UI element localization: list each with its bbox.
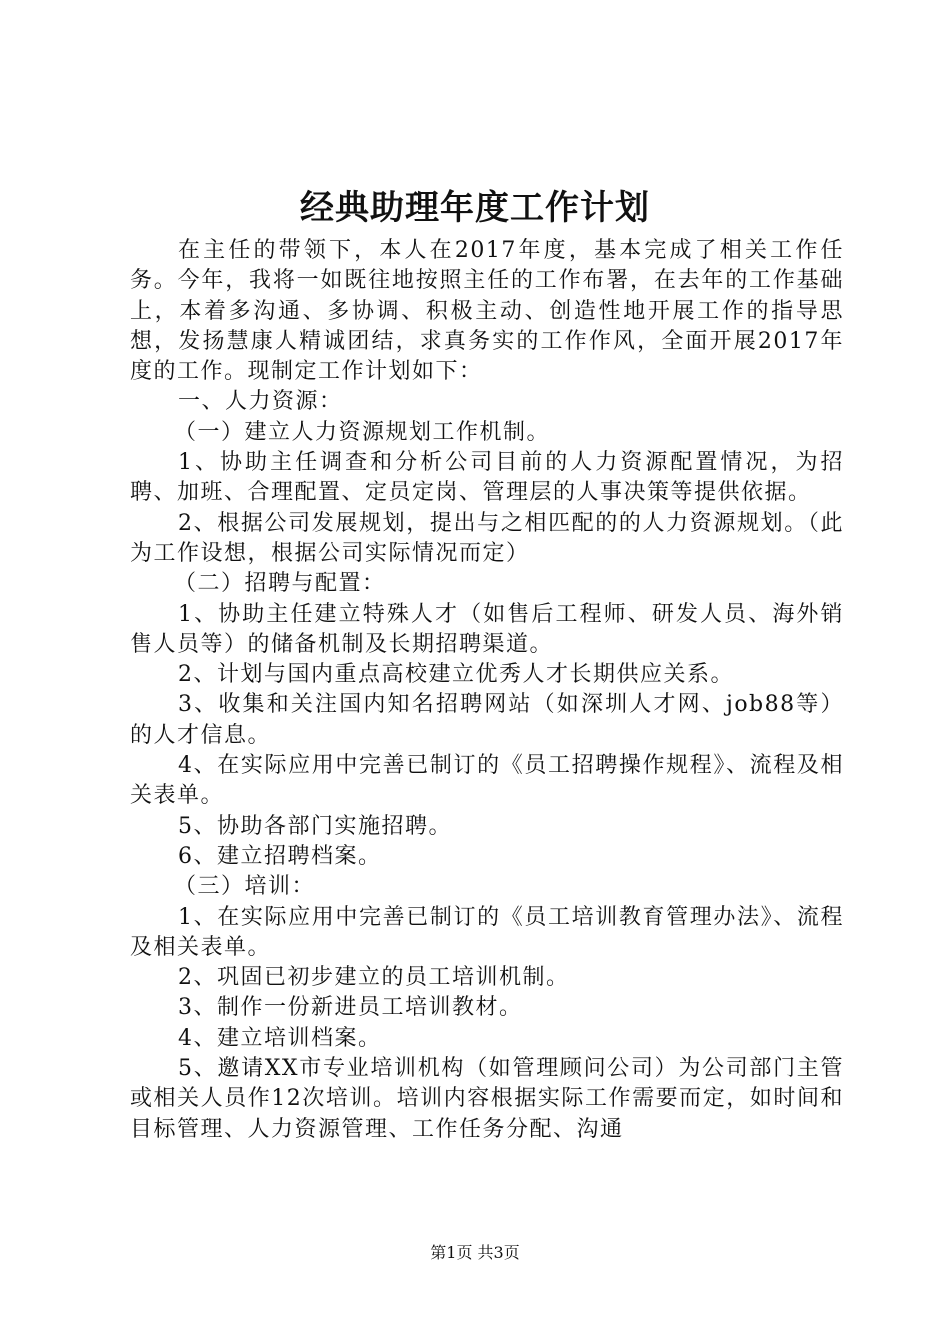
- list-item: 4、在实际应用中完善已制订的《员工招聘操作规程》、流程及相关表单。: [130, 753, 844, 809]
- list-item: 3、收集和关注国内知名招聘网站（如深圳人才网、job88等）的人才信息。: [130, 692, 844, 748]
- list-item: 1、协助主任调查和分析公司目前的人力资源配置情况，为招聘、加班、合理配置、定员定岗、管理层的人事决策等提供依据。: [130, 450, 844, 506]
- document-title: 经典助理年度工作计划: [300, 188, 650, 228]
- list-item: 1、协助主任建立特殊人才（如售后工程师、研发人员、海外销售人员等）的储备机制及长期招聘渠道。: [130, 601, 844, 657]
- subheading-hr-planning: （一）建立人力资源规划工作机制。: [174, 419, 551, 445]
- heading-human-resources: 一、人力资源：: [178, 389, 343, 415]
- subheading-recruitment: （二）招聘与配置：: [174, 571, 386, 597]
- list-item: 1、在实际应用中完善已制订的《员工培训教育管理办法》、流程及相关表单。: [130, 904, 844, 960]
- document-body: [130, 236, 844, 1145]
- list-item: 2、巩固已初步建立的员工培训机制。: [178, 965, 570, 991]
- subheading-training: （三）培训：: [174, 874, 316, 900]
- paragraph-intro: 在主任的带领下，本人在2017年度，基本完成了相关工作任务。今年，我将一如既往地按照主任的工作布署，在去年的工作基础上，本着多沟通、多协调、积极主动、创造性地开展工作的指导思想，发扬慧康人精诚团结，求真务实的工作作风，全面开展2017年度的工作。现制定工作计划如下：: [130, 238, 844, 385]
- list-item: 5、邀请XX市专业培训机构（如管理顾问公司）为公司部门主管或相关人员作12次培训。培训内容根据实际工作需要而定，如时间和目标管理、人力资源管理、工作任务分配、沟通: [130, 1056, 844, 1142]
- list-item: 2、计划与国内重点高校建立优秀人才长期供应关系。: [178, 662, 734, 688]
- list-item: 3、制作一份新进员工培训教材。: [178, 995, 523, 1021]
- list-item: 5、协助各部门实施招聘。: [178, 813, 452, 839]
- page-footer: 第1页 共3页: [430, 1243, 520, 1262]
- list-item: 4、建立培训档案。: [178, 1025, 382, 1051]
- list-item: 6、建立招聘档案。: [178, 843, 382, 869]
- list-item: 2、根据公司发展规划，提出与之相匹配的的人力资源规划。（此为工作设想，根据公司实际情况而定）: [130, 510, 844, 566]
